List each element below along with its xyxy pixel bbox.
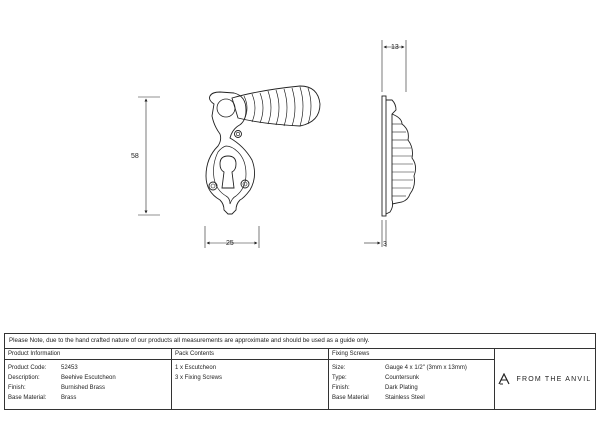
side-backplate bbox=[382, 96, 386, 216]
width-dim-label: 25 bbox=[226, 240, 234, 247]
beehive-cover bbox=[232, 86, 320, 126]
fixing-screws-section bbox=[329, 349, 495, 409]
screw-finish-row: Finish: Dark Plating bbox=[332, 385, 418, 391]
height-dimension bbox=[138, 97, 160, 215]
keyhole bbox=[220, 156, 236, 188]
pack-contents-heading: Pack Contents bbox=[172, 349, 328, 360]
anvil-a-logo-icon bbox=[498, 373, 510, 385]
product-information-heading: Product Information bbox=[5, 349, 171, 360]
brand-section bbox=[495, 349, 595, 409]
front-view bbox=[206, 86, 320, 214]
escutcheon-plate bbox=[206, 92, 255, 214]
screw-size-row: Size: Gauge 4 x 1/2" (3mm x 13mm) bbox=[332, 365, 467, 371]
finish-row: Finish: Burnished Brass bbox=[8, 385, 106, 391]
screw-hole-left bbox=[209, 182, 217, 190]
screw-type-row: Type: Countersunk bbox=[332, 375, 420, 381]
screw-base-material-row: Base Material Stainless Steel bbox=[332, 395, 425, 401]
pack-item: 3 x Fixing Screws bbox=[175, 375, 223, 381]
height-dim-label: 58 bbox=[131, 153, 139, 160]
screw-hole-top bbox=[235, 131, 242, 138]
pack-item: 1 x Escutcheon bbox=[175, 365, 217, 371]
product-information-section bbox=[5, 349, 172, 409]
pack-contents-section bbox=[172, 349, 329, 409]
disclaimer-note: Please Note, due to the hand crafted nature of our products all measurements are approximate and should be used as a guide only. bbox=[4, 333, 596, 348]
description-row: Description: Beehive Escutcheon bbox=[8, 375, 116, 381]
base-material-row: Base Material: Brass bbox=[8, 395, 77, 401]
side-view bbox=[382, 96, 416, 216]
fixing-screws-heading: Fixing Screws bbox=[329, 349, 494, 360]
info-table bbox=[4, 348, 596, 410]
depth-dim-label: 13 bbox=[391, 44, 399, 51]
product-code-row: Product Code: 52453 bbox=[8, 365, 78, 371]
brand-name: FROM THE ANVIL bbox=[516, 375, 592, 383]
plate-dim-label: 3 bbox=[383, 241, 387, 248]
